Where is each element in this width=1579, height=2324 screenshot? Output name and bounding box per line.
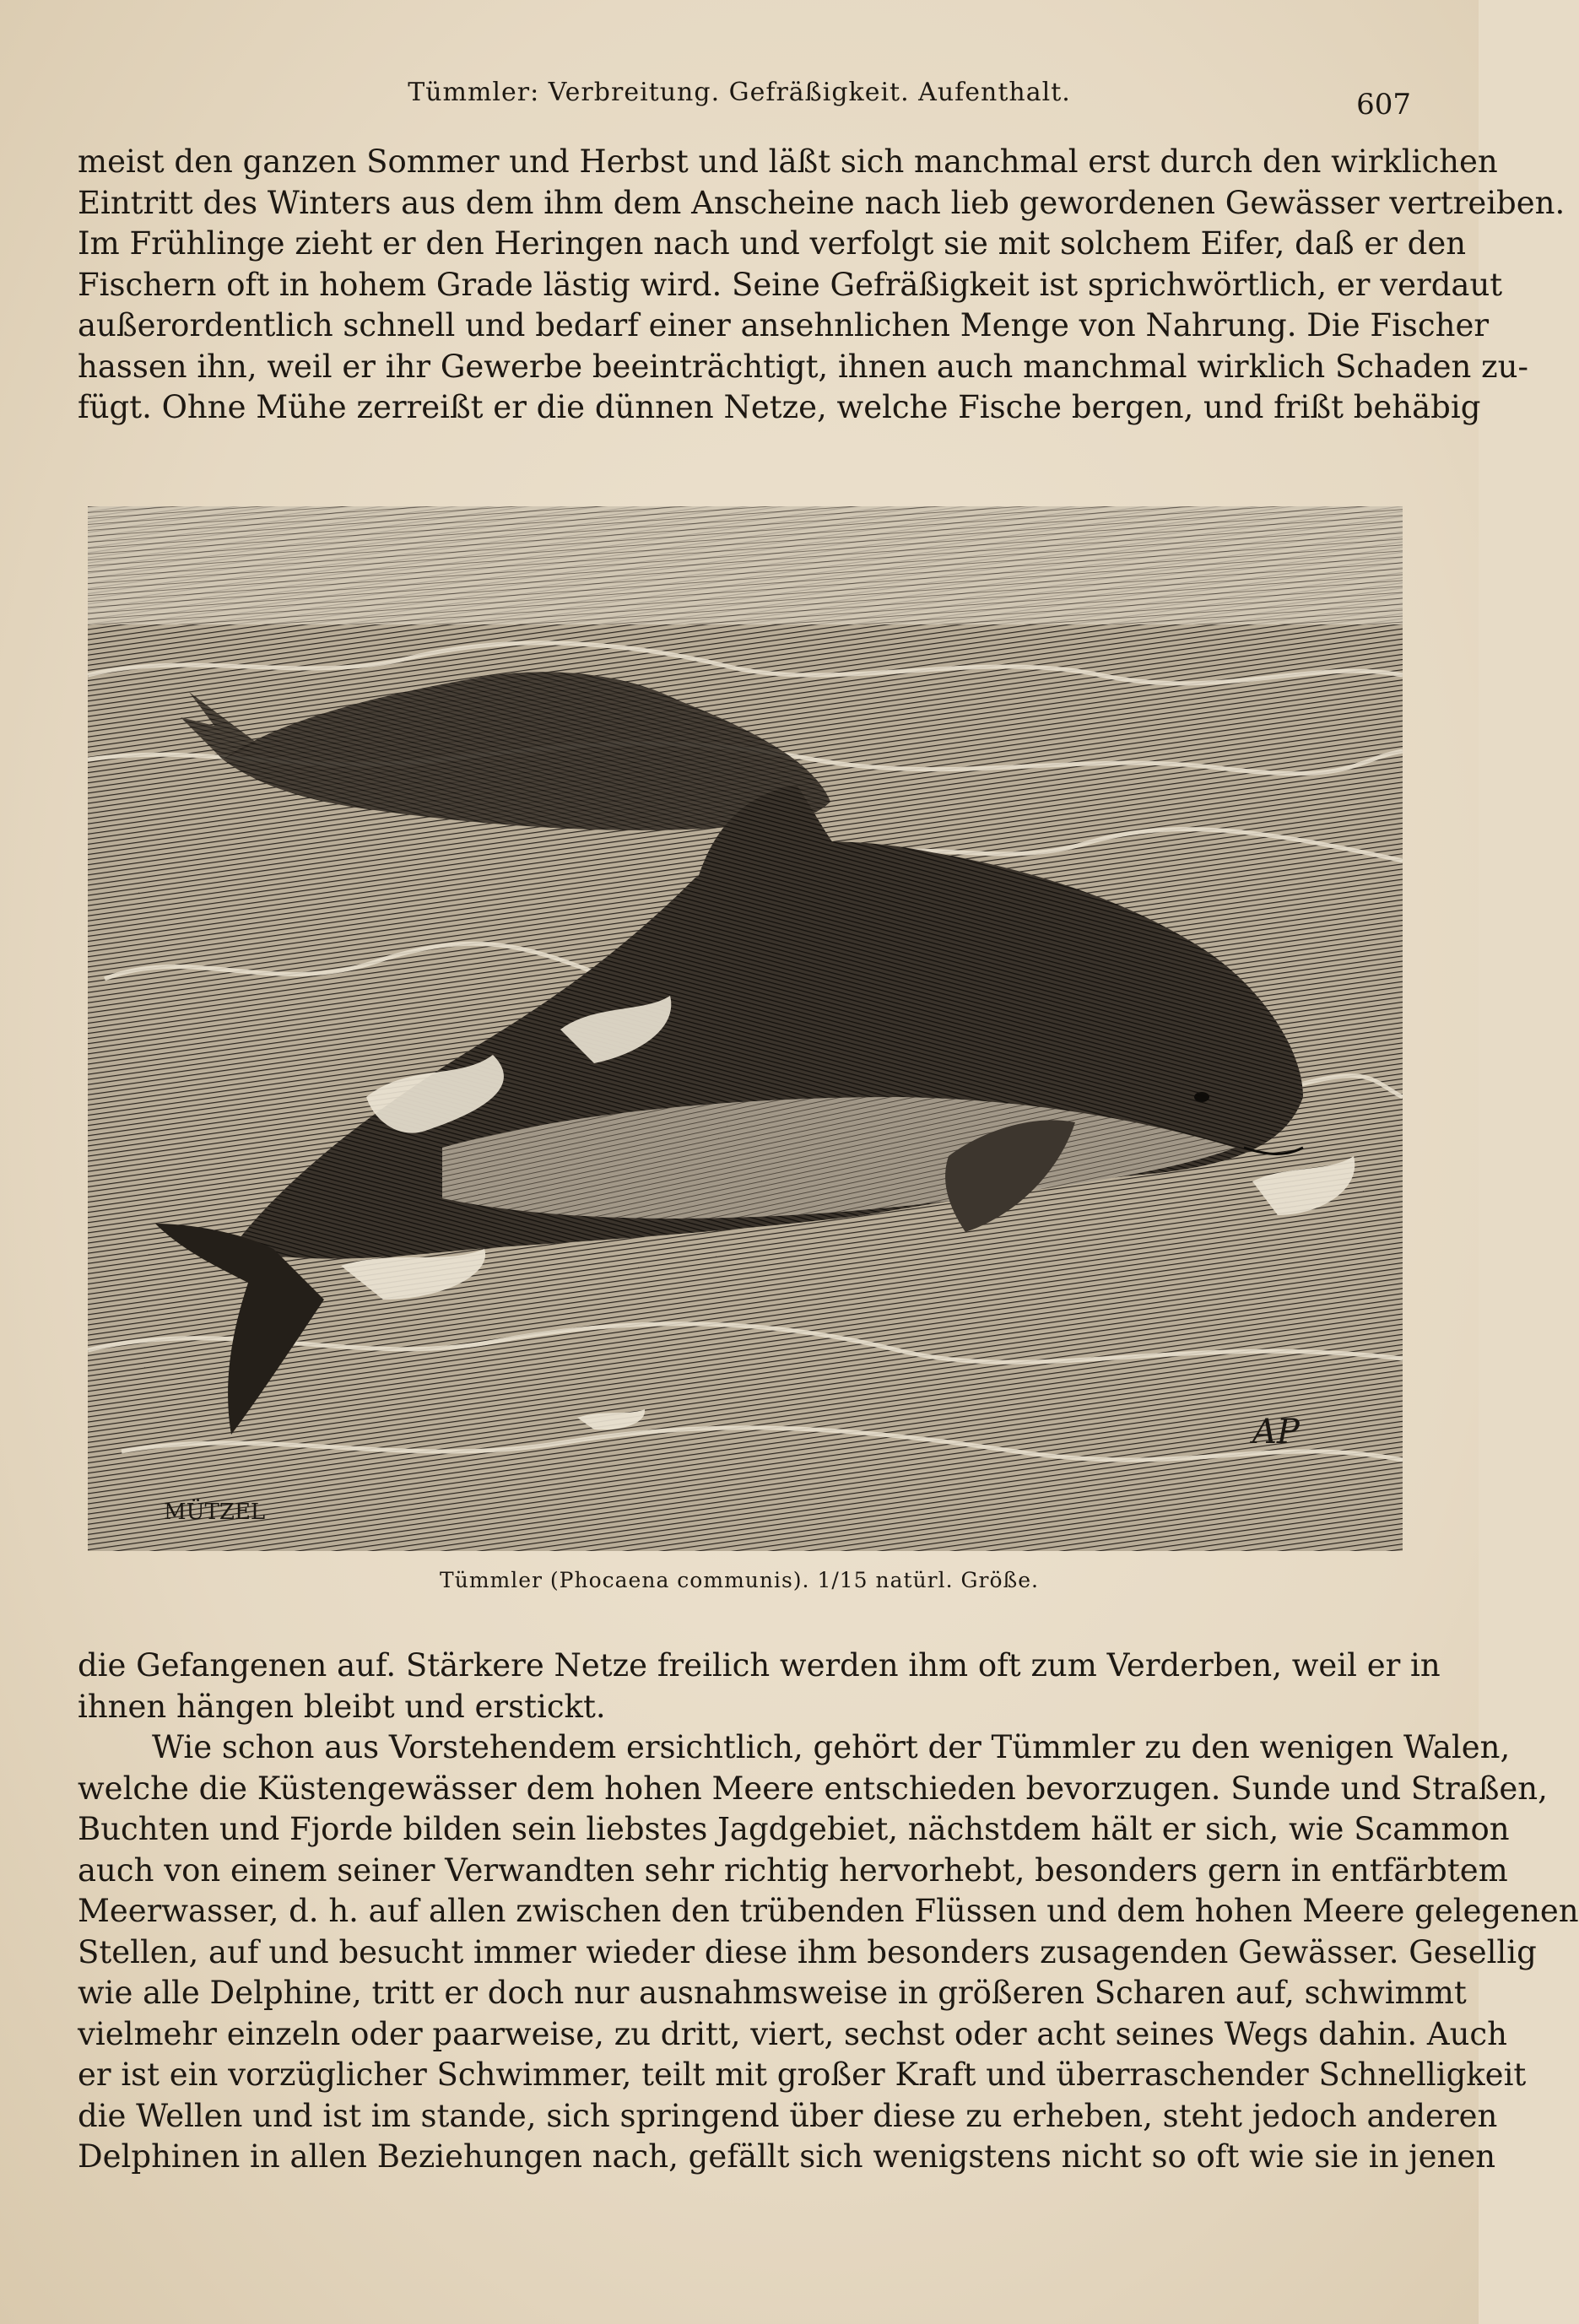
engraver-signature: MÜTZEL bbox=[164, 1500, 266, 1525]
text-line: auch von einem seiner Verwandten sehr richtig hervorhebt, besonders gern in entfärbtem bbox=[78, 1851, 1508, 1889]
text-line: Eintritt des Winters aus dem ihm dem Anscheine nach lieb gewordenen Gewässer vertreiben. bbox=[78, 184, 1565, 221]
page-number: 607 bbox=[1356, 88, 1411, 122]
text-line: meist den ganzen Sommer und Herbst und läßt sich manchmal erst durch den wirklichen bbox=[78, 143, 1498, 180]
text-line: Stellen, auf und besucht immer wieder diese ihm besonders zusagenden Gewässer. Gesellig bbox=[78, 1933, 1537, 1970]
top-paragraph bbox=[78, 142, 1565, 429]
bottom-text bbox=[78, 1646, 1579, 2178]
porpoise-engraving bbox=[88, 506, 1403, 1551]
text-line: wie alle Delphine, tritt er doch nur ausnahmsweise in größeren Scharen auf, schwimmt bbox=[78, 1975, 1467, 2011]
text-line: hassen ihn, weil er ihr Gewerbe beeinträchtigt, ihnen auch manchmal wirklich Schaden zu- bbox=[78, 348, 1528, 385]
text-line: Wie schon aus Vorstehendem ersichtlich, gehört der Tümmler zu den wenigen Walen, bbox=[152, 1729, 1511, 1765]
artist-monogram: AP bbox=[1252, 1413, 1300, 1451]
text-line: welche die Küstengewässer dem hohen Meere entschieden bevorzugen. Sunde und Straßen, bbox=[78, 1770, 1548, 1807]
text-line: außerordentlich schnell und bedarf einer ansehnlichen Menge von Nahrung. Die Fischer bbox=[78, 307, 1490, 343]
text-line: ihnen hängen bleibt und erstickt. bbox=[78, 1688, 606, 1725]
text-line: Fischern oft in hohem Grade lästig wird. Seine Gefräßigkeit ist sprichwörtlich, er verdaut bbox=[78, 266, 1503, 303]
text-line: die Gefangenen auf. Stärkere Netze freilich werden ihm oft zum Verderben, weil er in bbox=[78, 1647, 1441, 1684]
text-line: fügt. Ohne Mühe zerreißt er die dünnen Netze, welche Fische bergen, und frißt behäbig bbox=[78, 389, 1481, 425]
running-head: Tümmler: Verbreitung. Gefräßigkeit. Aufenthalt. bbox=[408, 78, 1071, 107]
figure-caption: Tümmler (Phocaena communis). 1/15 natürl. Größe. bbox=[440, 1568, 1039, 1592]
text-line: Buchten und Fjorde bilden sein liebstes Jagdgebiet, nächstdem hält er sich, wie Scammon bbox=[78, 1811, 1510, 1847]
text-line: die Wellen und ist im stande, sich springend über diese zu erheben, steht jedoch anderen bbox=[78, 2097, 1498, 2134]
text-line: er ist ein vorzüglicher Schwimmer, teilt mit großer Kraft und überraschender Schnelligkeit bbox=[78, 2056, 1527, 2093]
porpoise-eye bbox=[1194, 1092, 1209, 1102]
text-line: vielmehr einzeln oder paarweise, zu dritt, viert, sechst oder acht seines Wegs dahin. Auch bbox=[78, 2015, 1507, 2052]
text-line: Im Frühlinge zieht er den Heringen nach und verfolgt sie mit solchem Eifer, daß er den bbox=[78, 225, 1467, 262]
text-line: Meerwasser, d. h. auf allen zwischen den trübenden Flüssen und dem hohen Meere gelegenen bbox=[78, 1893, 1579, 1929]
text-line: Delphinen in allen Beziehungen nach, gefällt sich wenigstens nicht so oft wie sie in jenen bbox=[78, 2138, 1496, 2175]
